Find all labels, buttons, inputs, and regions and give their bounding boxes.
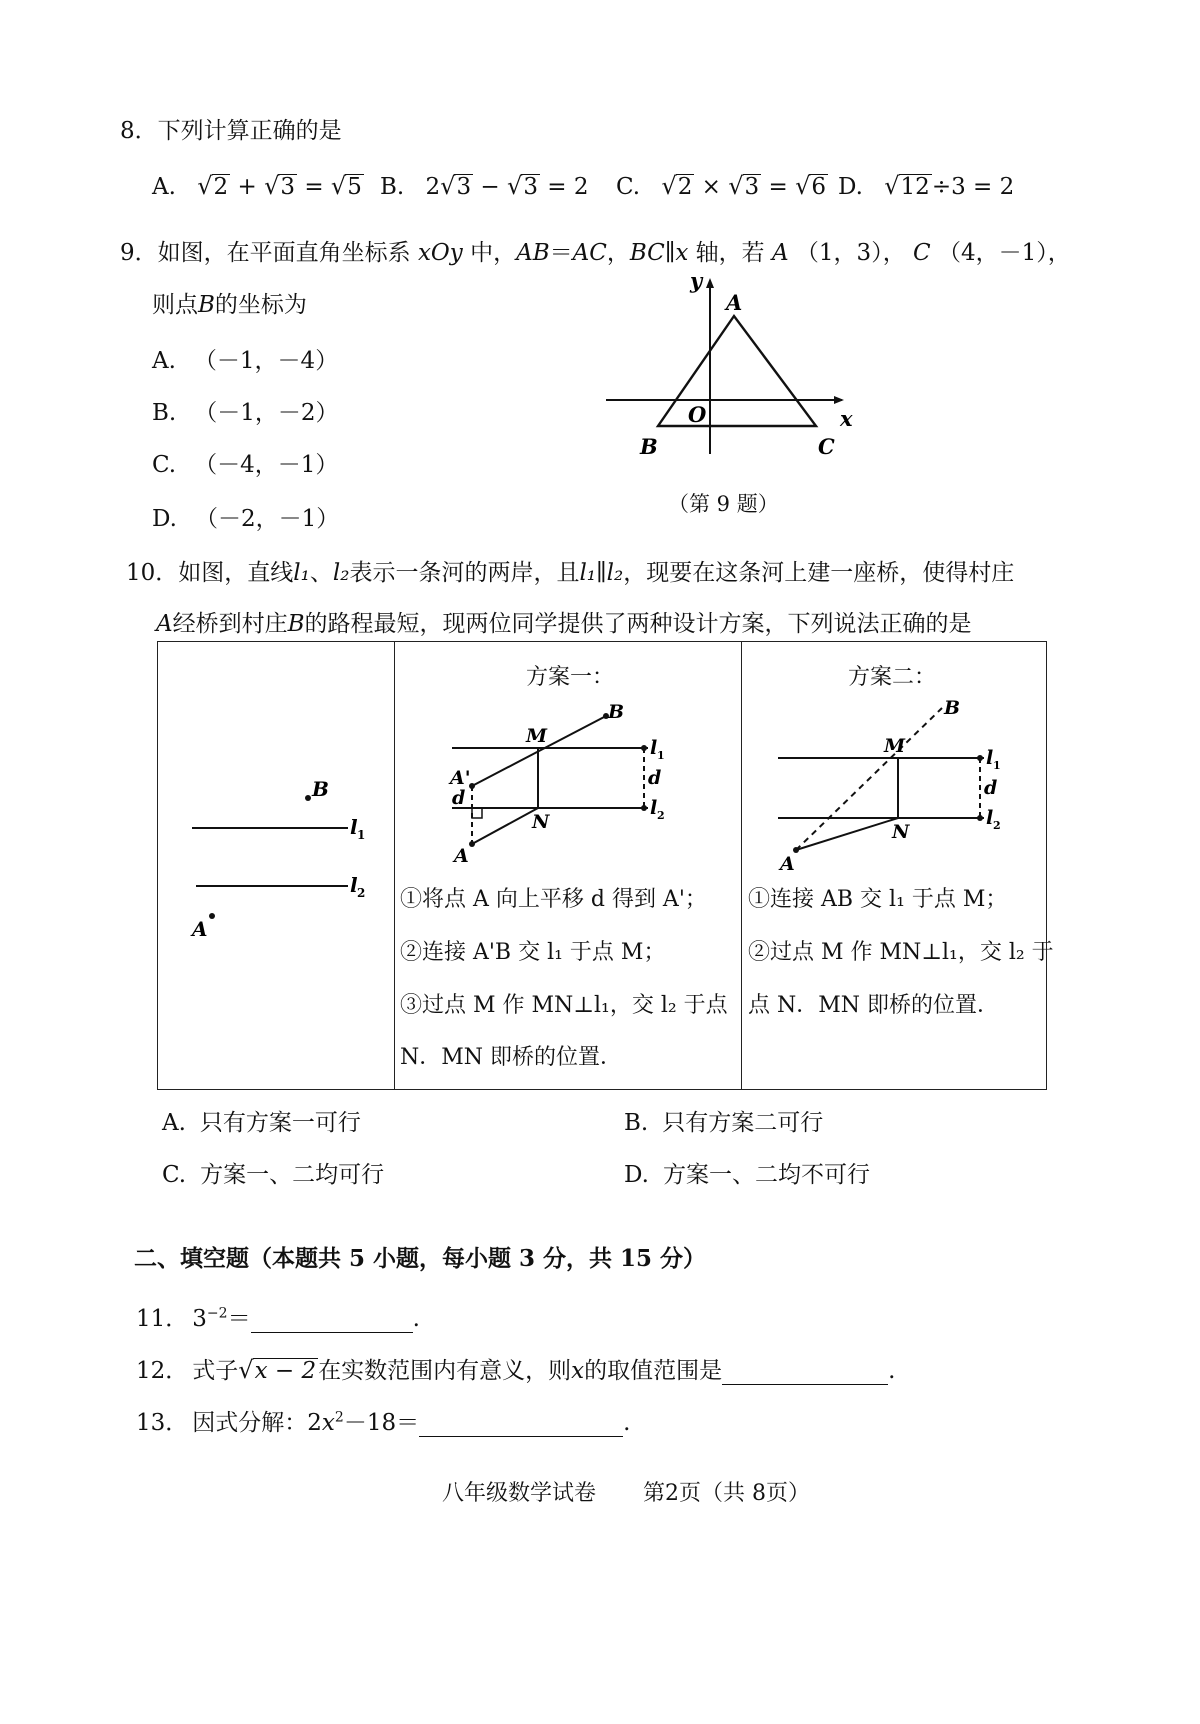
plan2-step-1: ①连接 AB 交 l₁ 于点 M； xyxy=(748,887,1008,912)
svg-text:1: 1 xyxy=(657,749,665,762)
svg-text:N: N xyxy=(532,811,550,833)
svg-text:l: l xyxy=(650,797,658,819)
svg-text:2: 2 xyxy=(993,819,1001,832)
plan1-title: 方案一： xyxy=(526,665,615,690)
q12: 12． 式子√x − 2在实数范围内有意义，则x的取值范围是 . xyxy=(136,1356,896,1384)
q8-option-c: C. √2 × √3 = √6 xyxy=(616,172,827,200)
svg-text:B: B xyxy=(944,697,961,719)
q12-answer-blank[interactable] xyxy=(722,1364,888,1385)
svg-text:2: 2 xyxy=(657,809,665,822)
x-axis-arrow xyxy=(834,396,844,404)
svg-text:l: l xyxy=(986,747,994,769)
svg-text:d: d xyxy=(452,787,466,809)
q8-option-a: A. √2 + √3 = √5 xyxy=(152,172,362,200)
q10-stem-line1: 10．如图，直线l₁、l₂表示一条河的两岸，且l₁∥l₂，现要在这条河上建一座桥，使得村庄 xyxy=(126,560,1015,586)
q9-option-b: B. （－1，－2） xyxy=(152,400,339,426)
svg-text:d: d xyxy=(648,767,662,789)
svg-text:A': A' xyxy=(450,767,471,789)
svg-text:2: 2 xyxy=(357,886,366,900)
q9-option-c: C. （－4，－1） xyxy=(152,452,339,478)
plan2-title: 方案二： xyxy=(848,665,937,690)
q10-stem-line2: A经桥到村庄B的路程最短，现两位同学提供了两种设计方案，下列说法正确的是 xyxy=(156,611,972,637)
svg-text:l: l xyxy=(350,815,358,839)
plan2-step-2: ②过点 M 作 MN⊥l₁，交 l₂ 于 xyxy=(748,940,1054,965)
q9-figure xyxy=(600,268,860,488)
plan1-step-1: ①将点 A 向上平移 d 得到 A'； xyxy=(400,887,707,912)
q8-option-d: D. √12÷3 = 2 xyxy=(838,172,1015,200)
q9-option-a: A. （－1，－4） xyxy=(152,348,339,374)
svg-text:B: B xyxy=(312,777,329,801)
svg-text:l: l xyxy=(650,737,658,759)
footer-title: 八年级数学试卷 xyxy=(442,1481,597,1506)
svg-text:M: M xyxy=(526,725,548,747)
point-b xyxy=(305,795,311,801)
q13: 13． 因式分解：$2x^2-18=$ . xyxy=(136,1409,631,1436)
svg-text:B: B xyxy=(608,701,625,723)
triangle-abc xyxy=(658,316,816,426)
q10-option-c: C. 方案一、二均可行 xyxy=(162,1162,385,1188)
label-y: y xyxy=(690,268,703,293)
q10-scheme-table xyxy=(157,641,1054,1090)
table-divider-2 xyxy=(741,642,742,1089)
q9-option-d: D. （－2，－1） xyxy=(152,506,340,532)
right-angle-mark xyxy=(472,808,482,818)
svg-text:A: A xyxy=(780,853,795,874)
q11-answer-blank[interactable] xyxy=(251,1312,413,1333)
svg-text:N: N xyxy=(892,821,910,843)
plan1-step-2: ②连接 A'B 交 l₁ 于点 M； xyxy=(400,940,666,965)
q10-option-d: D. 方案一、二均不可行 xyxy=(624,1162,870,1188)
footer-page: 第2页（共 8页） xyxy=(643,1481,811,1506)
y-axis-arrow xyxy=(706,278,714,288)
q13-answer-blank[interactable] xyxy=(419,1416,623,1437)
plan1-step-3: ③过点 M 作 MN⊥l₁，交 l₂ 于点 xyxy=(400,993,728,1018)
q11: 11． $3^{-2}=$ . xyxy=(136,1305,420,1332)
q9-stem-line1: 9．如图，在平面直角坐标系 xOy 中，AB＝AC，BC∥x 轴，若 A （1，3）， C （4，－1）， xyxy=(120,240,1071,266)
q10-option-a: A. 只有方案一可行 xyxy=(162,1110,361,1136)
svg-text:M: M xyxy=(884,735,906,757)
footer xyxy=(442,1476,810,1507)
q9-figure-caption: （第 9 题） xyxy=(668,492,779,516)
point-a xyxy=(209,913,215,919)
plan1-figure xyxy=(448,696,718,871)
svg-text:1: 1 xyxy=(993,759,1001,772)
q9-stem-line2: 则点B的坐标为 xyxy=(152,292,307,318)
plan2-figure xyxy=(768,694,1038,874)
svg-text:1: 1 xyxy=(357,828,366,842)
q10-option-b: B. 只有方案二可行 xyxy=(624,1110,824,1136)
label-b: B xyxy=(640,434,658,459)
q8-stem xyxy=(120,112,342,145)
q8-stem-text: 下列计算正确的是 xyxy=(157,118,342,144)
q10-original-figure xyxy=(178,762,378,942)
plan2-step-3: 点 N．MN 即桥的位置． xyxy=(748,993,1000,1018)
segment-ab-dashed xyxy=(796,708,942,850)
label-c: C xyxy=(818,434,835,459)
section-2-heading: 二、填空题（本题共 5 小题，每小题 3 分，共 15 分） xyxy=(134,1245,707,1272)
svg-text:l: l xyxy=(986,807,994,829)
svg-text:A: A xyxy=(192,917,208,941)
table-divider-1 xyxy=(394,642,395,1089)
label-x: x xyxy=(840,406,853,431)
q8-number: 8． xyxy=(120,118,158,144)
plan1-step-4: N．MN 即桥的位置． xyxy=(400,1045,623,1070)
svg-text:d: d xyxy=(984,777,998,799)
label-a: A xyxy=(726,290,743,315)
svg-text:l: l xyxy=(350,873,358,897)
svg-text:A: A xyxy=(454,845,469,867)
q8-option-b: B. 2√3 − √3 = 2 xyxy=(380,172,589,200)
label-o: O xyxy=(688,402,707,427)
